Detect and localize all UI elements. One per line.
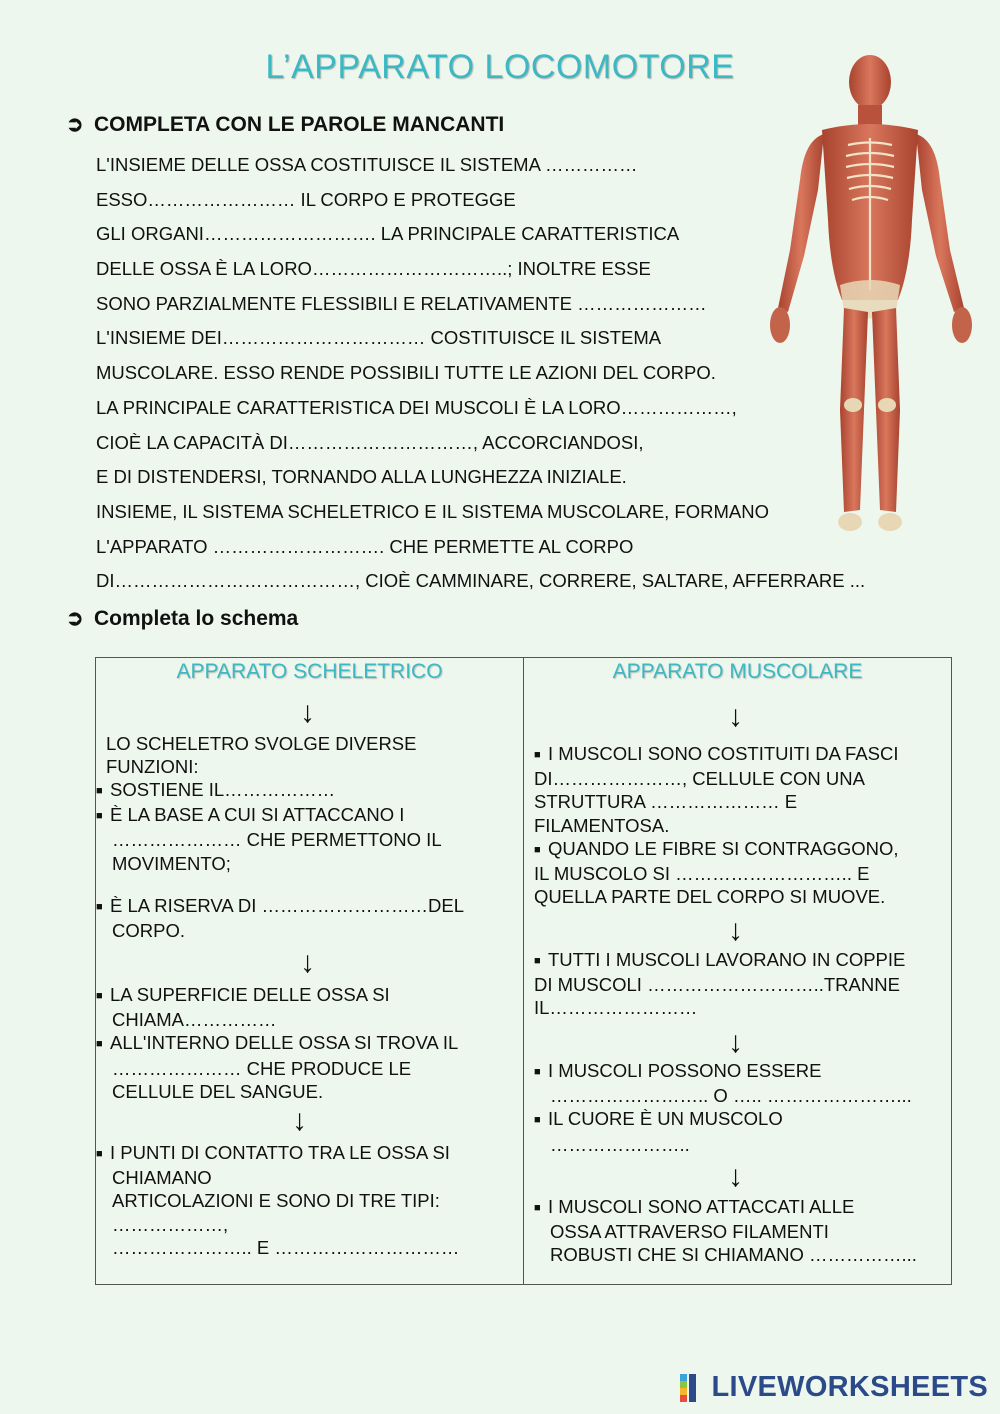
page-title: L’APPARATO LOCOMOTORE xyxy=(265,48,735,86)
text-line: DI…………………………………, CIOÈ CAMMINARE, CORRERE, SALTARE, AFFERRARE ... xyxy=(96,570,866,592)
text-line: ………………….. E ………………………… xyxy=(112,1236,460,1258)
text-line: SONO PARZIALMENTE FLESSIBILI E RELATIVAMENTE ………………… xyxy=(96,292,707,314)
text-line: OSSA ATTRAVERSO FILAMENTI xyxy=(550,1221,829,1243)
text-line: FUNZIONI: xyxy=(106,756,199,778)
bullet-icon: ■ xyxy=(534,1202,541,1214)
bullet-group xyxy=(96,894,464,942)
text-line: ALL'INTERNO DELLE OSSA SI TROVA IL xyxy=(110,1032,459,1054)
down-arrow-icon: ↓ xyxy=(300,696,315,729)
text-line: ESSO…………………… IL CORPO E PROTEGGE xyxy=(96,188,516,210)
bullet-item xyxy=(534,1195,917,1220)
bullet-icon: ■ xyxy=(96,1148,103,1160)
down-arrow-icon: ↓ xyxy=(728,1160,743,1193)
bullet-icon: ■ xyxy=(534,955,541,967)
text-line: IL…………………… xyxy=(534,997,698,1019)
text-line: CELLULE DEL SANGUE. xyxy=(112,1080,324,1102)
text-line: QUANDO LE FIBRE SI CONTRAGGONO, xyxy=(548,837,899,859)
schema-column-muscular xyxy=(524,658,951,1284)
bullet-group xyxy=(96,778,442,875)
text-line: ………………… CHE PRODUCE LE xyxy=(112,1057,412,1079)
text-line: STRUTTURA ………………… E xyxy=(534,791,798,813)
down-arrow-icon: ↓ xyxy=(728,700,743,733)
bullet-icon: ■ xyxy=(96,785,103,797)
bullet-icon: ■ xyxy=(96,990,103,1002)
bullet-group xyxy=(96,983,458,1103)
text-line: L'INSIEME DEI…………………………… COSTITUISCE IL SISTEMA xyxy=(96,327,662,349)
bullet-group xyxy=(534,1195,917,1267)
text-line: L'APPARATO ………………………. CHE PERMETTE AL CORPO xyxy=(96,535,634,557)
text-line: FILAMENTOSA. xyxy=(534,814,670,836)
text-line: DELLE OSSA È LA LORO…………………………..; INOLTRE ESSE xyxy=(96,258,651,280)
bullet-group xyxy=(96,1141,459,1259)
section-heading-text: Completa lo schema xyxy=(94,607,299,630)
column-title: APPARATO MUSCOLARE xyxy=(612,660,863,683)
text-line: ………………….. xyxy=(550,1133,690,1155)
bullet-item xyxy=(534,1107,912,1132)
text-line: IL CUORE È UN MUSCOLO xyxy=(548,1108,783,1130)
down-arrow-icon: ↓ xyxy=(728,914,743,947)
bullet-item xyxy=(534,742,899,767)
text-line: L'INSIEME DELLE OSSA COSTITUISCE IL SISTEMA …………… xyxy=(96,154,638,175)
text-line: GLI ORGANI………………………. LA PRINCIPALE CARATTERISTICA xyxy=(96,223,680,245)
down-arrow-icon: ↓ xyxy=(300,946,315,979)
schema-column-skeletal xyxy=(96,658,524,1284)
text-line: ARTICOLAZIONI E SONO DI TRE TIPI: xyxy=(112,1190,440,1212)
text-line: ………………, xyxy=(112,1213,229,1235)
bullet-icon: ■ xyxy=(534,1114,541,1127)
text-line: ………………… CHE PERMETTONO IL xyxy=(112,829,442,851)
text-line: ROBUSTI CHE SI CHIAMANO ……………... xyxy=(550,1244,917,1266)
bullet-group xyxy=(534,742,899,908)
text-line: LO SCHELETRO SVOLGE DIVERSE xyxy=(106,733,417,754)
liveworksheets-logo-icon xyxy=(680,1374,706,1402)
text-line: È LA BASE A CUI SI ATTACCANO I xyxy=(110,804,405,826)
bullet-item xyxy=(534,837,899,862)
bullet-item xyxy=(96,1141,459,1166)
brand-name: LIVEWORKSHEETS xyxy=(711,1371,988,1403)
text-line: SOSTIENE IL……………… xyxy=(110,779,336,800)
text-line: MUSCOLARE. ESSO RENDE POSSIBILI TUTTE LE AZIONI DEL CORPO. xyxy=(96,362,716,384)
liveworksheets-logo[interactable] xyxy=(680,1371,989,1404)
text-line: LA SUPERFICIE DELLE OSSA SI xyxy=(110,984,390,1005)
text-line: È LA RISERVA DI ………………………DEL xyxy=(110,895,464,916)
bullet-item xyxy=(534,948,905,973)
bullet-icon: ■ xyxy=(96,810,103,823)
text-line: TUTTI I MUSCOLI LAVORANO IN COPPIE xyxy=(548,949,906,970)
text-line: CORPO. xyxy=(112,920,185,942)
bullet-icon: ■ xyxy=(534,1066,541,1078)
text-line: DI…………………, CELLULE CON UNA xyxy=(534,768,865,790)
down-arrow-icon: ↓ xyxy=(292,1104,307,1137)
section-heading-fill-words xyxy=(66,112,504,137)
text-line: …………………….. O ….. …………………... xyxy=(550,1085,912,1107)
schema-table xyxy=(95,657,952,1285)
text-line: I MUSCOLI SONO ATTACCATI ALLE xyxy=(548,1196,855,1217)
text-line: MOVIMENTO; xyxy=(112,852,231,874)
text-line: LA PRINCIPALE CARATTERISTICA DEI MUSCOLI È LA LORO………………, xyxy=(96,396,737,418)
bullet-group xyxy=(534,948,905,1020)
text-line: I MUSCOLI SONO COSTITUITI DA FASCI xyxy=(548,743,899,764)
fill-in-text xyxy=(96,150,976,601)
bullet-icon: ■ xyxy=(534,843,541,856)
bullet-group xyxy=(534,1059,912,1156)
intro-text xyxy=(106,732,416,778)
bullet-item xyxy=(96,894,464,919)
bullet-item xyxy=(96,778,442,803)
bullet-icon: ■ xyxy=(96,1038,103,1051)
column-title: APPARATO SCHELETRICO xyxy=(176,660,443,683)
bullet-item xyxy=(534,1059,912,1084)
section-heading-schema xyxy=(66,606,298,631)
down-arrow-icon: ↓ xyxy=(728,1026,743,1059)
bullet-icon: ■ xyxy=(534,749,541,761)
text-line: CHIAMANO xyxy=(112,1167,212,1189)
arrow-right-icon: ➲ xyxy=(66,607,84,630)
text-line: I MUSCOLI POSSONO ESSERE xyxy=(548,1060,822,1081)
text-line: CHIAMA…………… xyxy=(112,1009,277,1031)
text-line: QUELLA PARTE DEL CORPO SI MUOVE. xyxy=(534,886,886,908)
text-line: DI MUSCOLI ………………………..TRANNE xyxy=(534,974,900,996)
text-line: E DI DISTENDERSI, TORNANDO ALLA LUNGHEZZA INIZIALE. xyxy=(96,466,627,488)
text-line: CIOÈ LA CAPACITÀ DI…………………………, ACCORCIANDOSI, xyxy=(96,431,644,453)
bullet-item xyxy=(96,983,458,1008)
bullet-item xyxy=(96,1031,458,1056)
section-heading-text: COMPLETA CON LE PAROLE MANCANTI xyxy=(94,113,505,136)
text-line: IL MUSCOLO SI ……………………….. E xyxy=(534,863,870,885)
arrow-right-icon: ➲ xyxy=(66,113,84,136)
bullet-icon: ■ xyxy=(96,901,103,913)
bullet-item xyxy=(96,803,442,828)
text-line: INSIEME, IL SISTEMA SCHELETRICO E IL SISTEMA MUSCOLARE, FORMANO xyxy=(96,500,769,522)
text-line: I PUNTI DI CONTATTO TRA LE OSSA SI xyxy=(110,1142,450,1163)
